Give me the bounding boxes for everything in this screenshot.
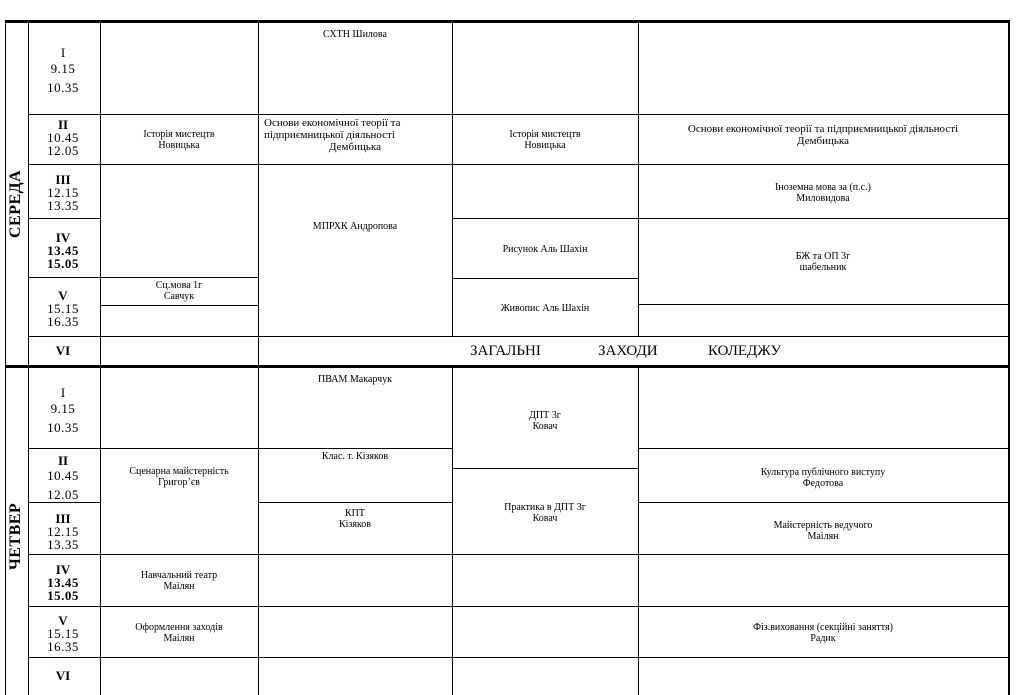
col-divider xyxy=(100,22,101,695)
period-start: 15.15 xyxy=(47,626,79,641)
class-teacher: Маілян xyxy=(807,531,839,542)
class-cell xyxy=(258,117,452,153)
class-subject: Навчальний театр xyxy=(140,570,218,581)
row-divider xyxy=(28,502,100,503)
class-subject: ДПТ 3г xyxy=(529,410,561,421)
events-word: КОЛЕДЖУ xyxy=(708,343,782,359)
row-divider xyxy=(638,448,1010,449)
row-divider xyxy=(452,468,638,469)
period-number: II xyxy=(57,117,69,132)
class-text: Рисунок Аль Шахін xyxy=(502,244,588,255)
class-cell xyxy=(258,451,452,462)
top-border xyxy=(5,20,1010,23)
period-number: VI xyxy=(55,343,71,358)
row-divider xyxy=(28,448,452,449)
row-divider xyxy=(452,278,638,279)
period-end: 15.05 xyxy=(47,588,79,603)
class-cell xyxy=(258,374,452,385)
class-cell xyxy=(452,502,638,524)
row-divider xyxy=(638,502,1010,503)
period-start: 9.15 xyxy=(50,401,76,416)
class-subject: Сц.мова 1г xyxy=(155,280,203,291)
class-subject: Історія мистецтв xyxy=(143,129,215,140)
row-divider xyxy=(452,218,638,219)
period-number: V xyxy=(58,613,68,628)
class-teacher: Дембицька xyxy=(797,135,849,147)
period-start: 10.45 xyxy=(47,468,79,483)
class-cell xyxy=(452,244,638,255)
class-teacher: шабельник xyxy=(799,262,847,273)
right-border xyxy=(1008,22,1010,695)
class-cell xyxy=(638,251,1008,273)
class-subject: Оформлення заходів xyxy=(135,622,223,633)
row-divider xyxy=(258,502,452,503)
period-end: 12.05 xyxy=(47,143,79,158)
class-teacher: Новицька xyxy=(524,140,566,151)
class-subject: Фіз.виховання (секційні заняття) xyxy=(753,622,893,633)
class-teacher: Федотова xyxy=(802,478,844,489)
period-4 xyxy=(30,563,96,602)
class-subject: Майстерність ведучого xyxy=(773,520,873,531)
period-5 xyxy=(30,614,96,653)
class-teacher: Радик xyxy=(810,633,836,644)
class-subject: Основи економічної теорії та підприємницької діяльності xyxy=(687,123,959,135)
class-teacher: Кізяков xyxy=(338,519,372,530)
period-3 xyxy=(30,512,96,551)
class-cell xyxy=(258,29,452,40)
period-end: 12.05 xyxy=(47,487,79,502)
period-1 xyxy=(30,46,96,94)
class-cell xyxy=(638,123,1008,147)
class-subject: Іноземна мова за (п.с.) xyxy=(775,182,871,193)
period-6 xyxy=(30,344,96,357)
period-number: I xyxy=(60,385,66,400)
period-number: III xyxy=(55,172,71,187)
row-divider xyxy=(28,277,258,278)
period-end: 10.35 xyxy=(47,80,79,95)
class-teacher: Новицька xyxy=(158,140,200,151)
class-subject: Практика в ДПТ 3г xyxy=(504,502,586,513)
col-divider xyxy=(638,22,639,336)
events-word: ЗАХОДИ xyxy=(598,343,658,359)
row-divider xyxy=(28,218,100,219)
row-divider xyxy=(638,218,1010,219)
period-1 xyxy=(30,386,96,434)
period-start: 13.45 xyxy=(47,575,79,590)
class-cell xyxy=(638,520,1008,542)
class-teacher: Маілян xyxy=(163,633,195,644)
period-number: I xyxy=(60,45,66,60)
class-text: Клас. т. Кізяков xyxy=(321,451,389,462)
class-cell xyxy=(452,410,638,432)
col-divider xyxy=(452,22,453,336)
left-border xyxy=(5,22,6,695)
period-number: V xyxy=(58,288,68,303)
row-divider xyxy=(100,305,258,306)
period-2 xyxy=(30,118,96,157)
class-cell xyxy=(100,570,258,592)
period-6 xyxy=(30,669,96,682)
period-start: 10.45 xyxy=(47,130,79,145)
class-cell xyxy=(452,129,638,151)
period-number: VI xyxy=(55,668,71,683)
row-divider xyxy=(28,164,1010,165)
class-teacher: Савчук xyxy=(163,291,195,302)
col-divider xyxy=(28,22,29,695)
events-word: ЗАГАЛЬНІ xyxy=(470,343,541,359)
period-number: II xyxy=(57,453,69,468)
class-teacher: Маілян xyxy=(163,581,195,592)
row-divider xyxy=(638,304,1010,305)
class-cell xyxy=(100,129,258,151)
period-end: 16.35 xyxy=(47,639,79,654)
class-subject: БЖ та ОП 3г xyxy=(795,251,851,262)
day-label-thursday: ЧЕТВЕР xyxy=(7,502,24,570)
class-teacher: Дембицька xyxy=(329,141,381,153)
period-number: IV xyxy=(55,230,71,245)
row-divider xyxy=(28,336,1010,337)
class-teacher: Миловидова xyxy=(796,193,850,204)
class-subject: Сценарна майстерність xyxy=(129,466,229,477)
period-start: 9.15 xyxy=(50,61,76,76)
period-5 xyxy=(30,289,96,328)
class-cell xyxy=(638,467,1008,489)
period-2 xyxy=(30,454,96,501)
period-end: 13.35 xyxy=(47,198,79,213)
period-end: 16.35 xyxy=(47,314,79,329)
class-cell xyxy=(638,622,1008,644)
day-label-wednesday: СЕРЕДА xyxy=(7,169,24,238)
period-start: 12.15 xyxy=(47,185,79,200)
class-subject: КПТ xyxy=(345,508,365,519)
class-cell xyxy=(638,182,1008,204)
class-cell xyxy=(258,221,452,232)
period-end: 10.35 xyxy=(47,420,79,435)
period-4 xyxy=(30,231,96,270)
period-number: IV xyxy=(55,562,71,577)
period-3 xyxy=(30,173,96,212)
class-subject: підприємницької діяльності xyxy=(264,129,395,141)
class-teacher: Ковач xyxy=(532,421,558,432)
class-text: Живопис Аль Шахін xyxy=(500,303,590,314)
class-text: СХТН Шилова xyxy=(323,29,387,40)
class-subject: Культура публічного виступу xyxy=(760,467,886,478)
class-cell xyxy=(100,280,258,302)
class-subject: Основи економічної теорії та xyxy=(264,117,401,129)
period-end: 13.35 xyxy=(47,537,79,552)
day-separator xyxy=(5,365,1010,368)
period-start: 13.45 xyxy=(47,243,79,258)
class-subject: Історія мистецтв xyxy=(509,129,581,140)
class-cell xyxy=(258,508,452,530)
period-start: 15.15 xyxy=(47,301,79,316)
period-number: III xyxy=(55,511,71,526)
row-divider xyxy=(28,606,1010,607)
class-cell xyxy=(100,466,258,488)
row-divider xyxy=(28,554,1010,555)
class-cell xyxy=(452,303,638,314)
class-teacher: Григор’єв xyxy=(158,477,200,488)
class-text: ПВАМ Макарчук xyxy=(318,374,392,385)
row-divider xyxy=(28,114,1010,115)
class-text: МПРХК Андропова xyxy=(312,221,398,232)
class-teacher: Ковач xyxy=(532,513,558,524)
period-end: 15.05 xyxy=(47,256,79,271)
row-divider xyxy=(28,657,1010,658)
period-start: 12.15 xyxy=(47,524,79,539)
class-cell xyxy=(100,622,258,644)
